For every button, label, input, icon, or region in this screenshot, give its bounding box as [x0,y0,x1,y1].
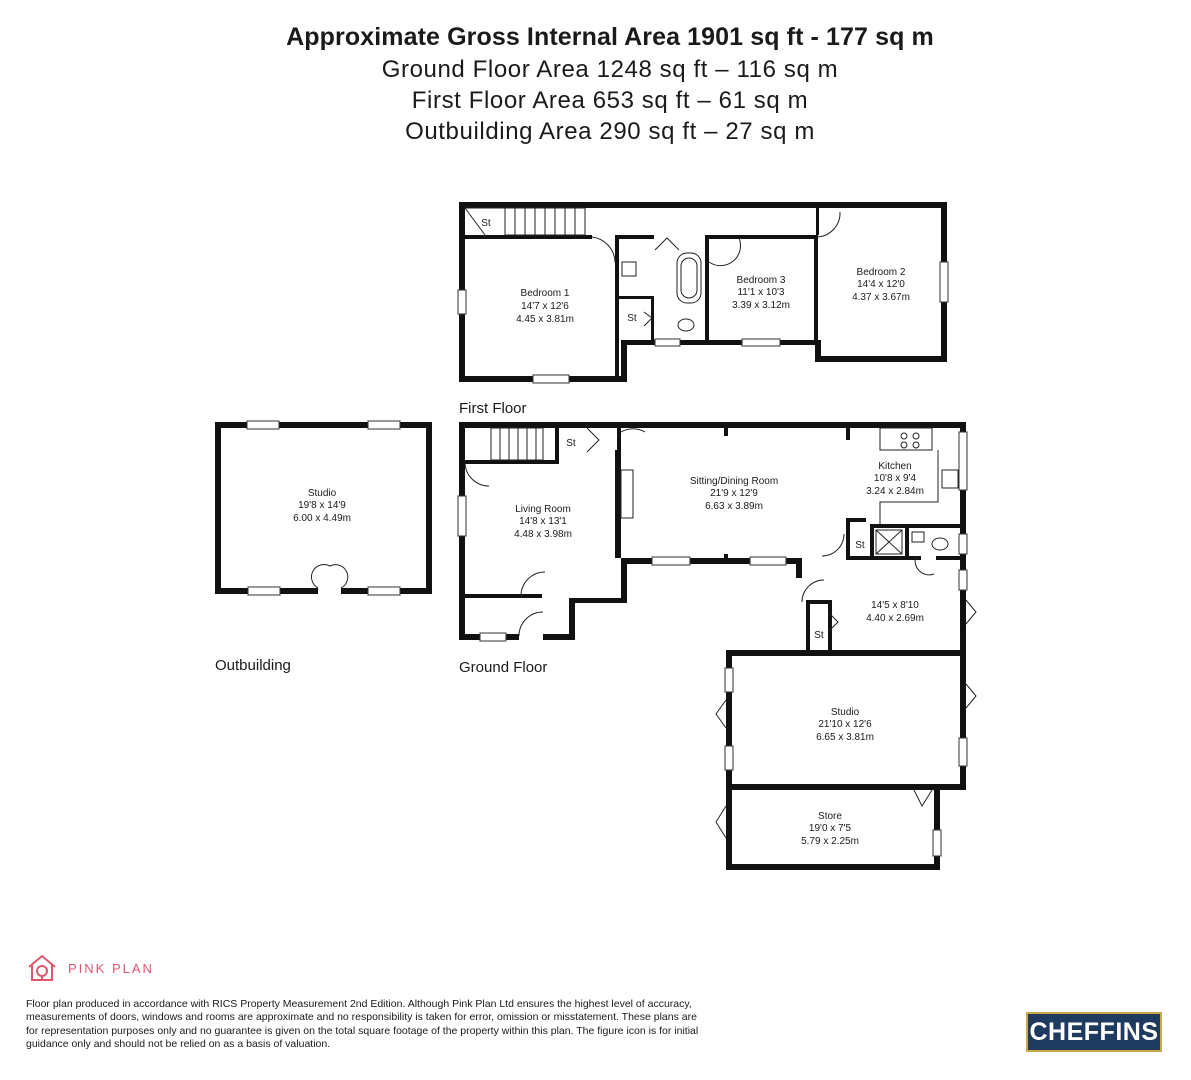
hob-ring [913,442,919,448]
wall [960,650,966,790]
basin-icon [912,532,924,542]
window [933,830,941,856]
bath-inner [681,258,697,298]
bedroom1-name: Bedroom 1 [520,288,570,299]
wall [705,235,817,239]
window [458,496,466,536]
wall [615,235,619,376]
wall [705,235,709,340]
sitting-metric: 6.63 x 3.89m [705,501,763,512]
first-floor-label: First Floor [459,400,527,417]
window [248,587,280,595]
utility-metric: 4.40 x 2.69m [866,613,924,624]
first-floor-plan [458,202,948,417]
wall [569,598,627,603]
door-arc [311,564,347,588]
wall [846,518,866,522]
door-arc [966,600,976,624]
wall [555,428,559,464]
first-floor-area: First Floor Area 653 sq ft – 61 sq m [411,87,809,114]
wall [870,524,966,528]
wall [615,450,621,558]
door-arc [521,572,545,596]
storage-label: St [481,218,491,229]
wall [215,422,221,594]
sink-icon [942,470,958,488]
pink-plan-brand [26,953,154,983]
window [959,570,967,590]
window [959,534,967,554]
wall [459,422,966,428]
door-arc [802,580,824,602]
wall [796,558,802,578]
wall [465,460,555,464]
wall [724,554,728,558]
door-arc [644,312,652,326]
pink-plan-name: PINK PLAN [68,960,154,976]
wall [617,428,621,450]
window [368,421,400,429]
shower-cross [876,530,902,554]
window [655,339,680,346]
door-arc [914,790,932,806]
living-name: Living Room [515,504,571,515]
studio-out-imperial: 19'8 x 14'9 [298,500,346,511]
bedroom2-name: Bedroom 2 [856,267,906,278]
window [458,290,466,314]
kitchen-imperial: 10'8 x 9'4 [873,473,917,484]
living-imperial: 14'8 x 13'1 [519,516,567,527]
bedroom1-imperial: 14'7 x 12'6 [521,301,569,312]
door-arc [709,238,741,266]
door-arc [822,534,844,556]
window [959,738,967,766]
studio-out-name: Studio [307,488,337,499]
window [533,375,569,383]
bedroom3-metric: 3.39 x 3.12m [732,300,790,311]
ground-floor-area: Ground Floor Area 1248 sq ft – 116 sq m [381,56,839,83]
door-arc [592,237,615,262]
wall [726,784,966,790]
bedroom1-metric: 4.45 x 3.81m [516,314,574,325]
kitchen-name: Kitchen [878,461,912,472]
studio-out-metric: 6.00 x 4.49m [293,513,351,524]
studio-main-metric: 6.65 x 3.81m [816,732,874,743]
bedroom2-imperial: 14'4 x 12'0 [857,279,905,290]
door-arc [655,238,679,250]
window [480,633,506,641]
basin-icon [622,262,636,276]
store-metric: 5.79 x 2.25m [801,836,859,847]
wall [816,208,819,235]
store-imperial: 19'0 x 7'5 [808,823,852,834]
door-arc [465,462,489,486]
wall [814,235,818,340]
window [725,746,733,770]
fireplace [621,470,633,518]
window [247,421,279,429]
outbuilding-area: Outbuilding Area 290 sq ft – 27 sq m [405,118,815,145]
window [959,432,967,490]
ground-floor-plan [458,422,976,870]
wall [846,428,850,440]
gross-area-title: Approximate Gross Internal Area 1901 sq ft - 177 sq m [286,23,934,51]
wc-icon [932,538,948,550]
wall [806,600,810,656]
bedroom3-imperial: 11'1 x 10'3 [737,287,785,298]
wall [815,356,947,362]
living-metric: 4.48 x 3.98m [514,529,572,540]
storage-label: St [566,438,576,449]
wall [465,235,592,239]
studio-main-imperial: 21'10 x 12'6 [818,719,872,730]
sitting-imperial: 21'9 x 12'9 [710,488,758,499]
window [652,557,690,565]
studio-main-name: Studio [830,707,860,718]
store-name: Store [818,811,842,822]
wall [724,428,728,436]
storage-label: St [627,313,637,324]
wall [936,556,966,560]
door-arc [587,428,599,452]
outbuilding-label: Outbuilding [215,657,291,674]
utility-imperial: 14'5 x 8'10 [871,600,919,611]
wall [621,340,821,345]
door-arc [519,612,543,636]
wall [459,202,947,208]
door-arc [817,212,840,237]
pink-plan-logo-icon [26,953,58,983]
ground-floor-label: Ground Floor [459,659,548,676]
wall [621,558,627,603]
wall [465,594,542,598]
sitting-name: Sitting/Dining Room [689,476,779,487]
wall [846,518,850,560]
window [940,262,948,302]
wall [870,526,874,560]
disclaimer-text: Floor plan produced in accordance with RICS Property Measurement 2nd Edition. Although Pink Plan Ltd ensures the highest level of accuracy, measurements of doors, windows and rooms are approximate and no responsibility is taken for error, omission or misstatement. These plans are for representation purposes only and no guarantee is given on the total square footage of the property within this plan. The figure icon is for initial guidance only and should not be relied on as a basis of valuation. [26,998,699,1050]
wall [726,650,966,656]
wall [621,340,627,382]
hob-ring [901,442,907,448]
cheffins-logo: CHEFFINS [1026,1012,1162,1052]
storage-label: St [855,540,865,551]
door-arc [716,806,726,838]
wall [846,556,921,560]
window [750,557,786,565]
door-arc [716,700,726,728]
kitchen-metric: 3.24 x 2.84m [866,486,924,497]
stairs [491,428,543,460]
wall [426,422,432,594]
wall [619,296,653,299]
outbuilding-plan [215,421,432,674]
bedroom2-metric: 4.37 x 3.67m [852,292,910,303]
door-arc [966,684,976,708]
window [725,668,733,692]
wall [905,526,909,560]
window [368,587,400,595]
hob-ring [901,433,907,439]
bedroom3-name: Bedroom 3 [736,275,786,286]
wall [619,235,654,239]
window [742,339,780,346]
hob-ring [913,433,919,439]
wall [726,864,940,870]
wall [569,598,575,640]
wc-icon [678,319,694,331]
door-arc [621,429,645,432]
storage-label: St [814,630,824,641]
